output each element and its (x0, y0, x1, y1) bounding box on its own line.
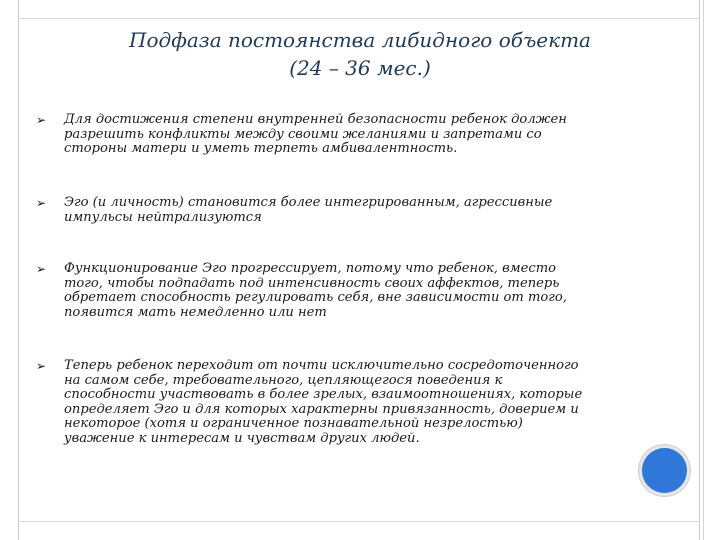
bullet-text (64, 113, 684, 157)
decorative-blue-circle (642, 448, 687, 493)
bullet-line: обретает способность регулировать себя, вне зависимости от того, (64, 290, 567, 305)
slide-title-line: Подфаза постоянства либидного объекта (129, 28, 591, 52)
bullet-line: Эго (и личность) становится более интегрированным, агрессивные (64, 195, 553, 210)
arrow-bullet-icon: ➢ (36, 359, 47, 373)
arrow-bullet-icon: ➢ (36, 113, 47, 127)
bullet-line: Функционирование Эго прогрессирует, потому что ребенок, вместо (64, 261, 556, 276)
bullet-line: способности участвовать в более зрелых, взаимоотношениях, которые (64, 387, 583, 402)
bullet-text (64, 196, 684, 225)
frame-left-line (18, 0, 19, 540)
frame-right-inner-line (703, 0, 704, 540)
bullet-line: некоторое (хотя и ограниченное познавательной незрелостью) (64, 416, 523, 431)
frame-top-line (18, 18, 700, 19)
bullet-line: того, чтобы подпадать под интенсивность своих аффектов, теперь (64, 275, 560, 291)
bullet-line: Для достижения степени внутренней безопасности ребенок должен (64, 112, 567, 127)
bullet-line: на самом себе, требовательного, цепляющегося поведения к (64, 372, 503, 388)
bullet-text (64, 359, 684, 446)
frame-bottom-line (18, 521, 700, 522)
bullet-line: определяет Эго и для которых характерны привязанность, доверием и (64, 401, 579, 417)
frame-right-line (699, 0, 700, 540)
bullet-text (64, 262, 684, 320)
bullet-line: разрешить конфликты между своими желаниями и запретами со (64, 126, 542, 142)
arrow-bullet-icon: ➢ (36, 196, 47, 210)
arrow-bullet-icon: ➢ (36, 262, 47, 276)
slide-title-line: (24 – 36 мес.) (289, 56, 431, 80)
bullet-line: Теперь ребенок переходит от почти исключительно сосредоточенного (64, 358, 579, 373)
slide-title (60, 26, 660, 82)
bullet-line: появится мать немедленно или нет (64, 304, 327, 320)
bullet-line: уважение к интересам и чувствам других людей. (64, 430, 420, 446)
bullet-line: стороны матери и уметь терпеть амбивалентность. (64, 141, 458, 156)
bullet-line: импульсы нейтрализуются (64, 209, 262, 225)
